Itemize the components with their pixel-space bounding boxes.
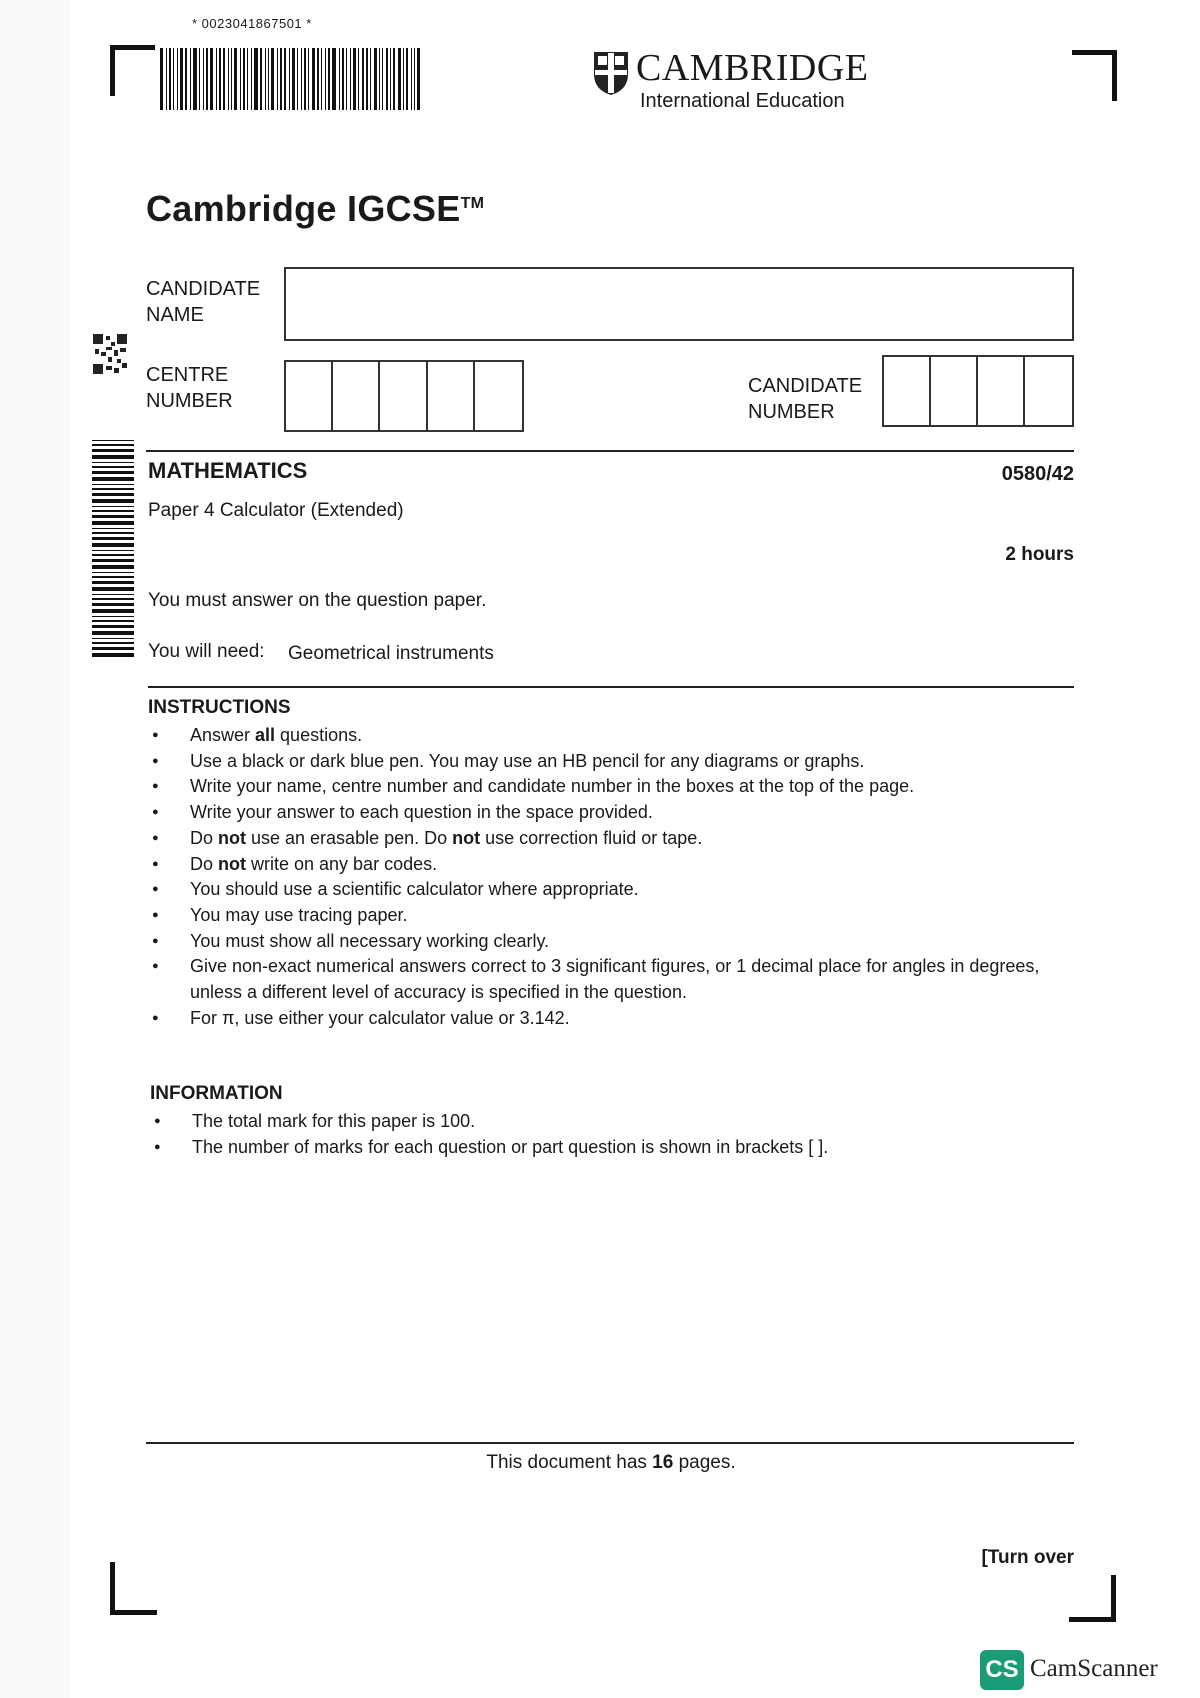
centre-number-boxes[interactable] (284, 360, 524, 432)
digit-box[interactable] (380, 362, 427, 430)
qr-code-icon (92, 333, 128, 375)
barcode-bar (190, 48, 191, 110)
barcode-bar (346, 48, 347, 110)
side-barcode-bar (92, 477, 134, 481)
instruction-item (148, 774, 1048, 800)
side-barcode (92, 440, 134, 666)
barcode-bar (166, 48, 167, 110)
barcode-bar (386, 48, 388, 110)
barcode-bar (203, 48, 204, 110)
barcode-bar (240, 48, 241, 110)
barcode-bar (265, 48, 266, 110)
candidate-name-label-line2: NAME (146, 304, 204, 326)
barcode-bar (370, 48, 371, 110)
instruction-emphasis: not (452, 827, 481, 848)
barcode-bar (289, 48, 290, 110)
barcode-bar (216, 48, 217, 110)
answer-note: You must answer on the question paper. (148, 590, 487, 611)
barcode-bar (379, 48, 380, 110)
barcode-bar (382, 48, 383, 110)
candidate-number-label-line2: NUMBER (748, 401, 835, 423)
you-will-need-value: Geometrical instruments (288, 643, 494, 664)
digit-box[interactable] (978, 357, 1025, 425)
information-list (150, 1109, 1050, 1160)
barcode-bar (304, 48, 306, 110)
instruction-item (148, 749, 1048, 775)
registration-mark-top-right (1072, 50, 1117, 101)
duration: 2 hours (1005, 544, 1074, 565)
instruction-text: use an erasable pen. Do (246, 827, 453, 848)
instruction-text: Give non-exact numerical answers correct to 3 significant figures, or 1 decimal place for angles in degrees, unless a different level of accuracy is specified in the question. (190, 956, 1040, 1003)
side-barcode-bar (92, 638, 134, 639)
barcode-bar (308, 48, 309, 110)
barcode-bar (339, 48, 340, 110)
barcode-bar (350, 48, 351, 110)
side-barcode-bar (92, 532, 134, 534)
candidate-number-label-line1: CANDIDATE (748, 375, 863, 397)
barcode-bar (180, 48, 183, 110)
barcode-bar (374, 48, 377, 110)
side-barcode-bar (92, 587, 134, 591)
side-barcode-bar (92, 625, 134, 628)
barcode-bar (234, 48, 237, 110)
side-barcode-bar (92, 598, 134, 600)
trademark: TM (460, 195, 485, 212)
barcode-bar (325, 48, 326, 110)
registration-mark-bottom-right (1069, 1575, 1116, 1622)
barcode-bar (390, 48, 391, 110)
digit-box[interactable] (333, 362, 380, 430)
side-barcode-bar (92, 594, 134, 595)
instructions-list (148, 723, 1048, 1031)
instruction-text: Do (190, 827, 219, 848)
information-item: ● The number of marks for each question or part question is shown in brackets [ ]. (150, 1135, 1050, 1161)
barcode-bar (254, 48, 258, 110)
page-margin (0, 0, 72, 1698)
barcode-number: * 0023041867501 * (192, 16, 312, 31)
side-barcode-bar (92, 616, 134, 617)
qualification-name: Cambridge IGCSE (146, 188, 461, 229)
digit-box[interactable] (286, 362, 333, 430)
side-barcode-bar (92, 471, 134, 474)
side-barcode-bar (92, 466, 134, 468)
side-barcode-bar (92, 653, 134, 657)
instructions-title: INSTRUCTIONS (148, 697, 291, 718)
instruction-text: Do (190, 853, 219, 874)
instruction-text: You may use tracing paper. (190, 904, 408, 925)
barcode-bar (321, 48, 322, 110)
barcode-bar (251, 48, 252, 110)
side-barcode-bar (92, 572, 134, 573)
side-barcode-bar (92, 462, 134, 463)
side-barcode-bar (92, 449, 134, 452)
instruction-text: Write your name, centre number and candidate number in the boxes at the top of the page. (190, 776, 915, 797)
barcode-bar (173, 48, 174, 110)
instruction-text: For π, use either your calculator value or 3.142. (190, 1007, 570, 1028)
instruction-text: Use a black or dark blue pen. You may use an HB pencil for any diagrams or graphs. (190, 750, 865, 771)
instruction-item (148, 826, 1048, 852)
page-count-note (148, 1452, 1074, 1474)
barcode-bar (411, 48, 412, 110)
barcode-bar (219, 48, 221, 110)
cambridge-crest-icon (592, 50, 630, 96)
instruction-text: use correction fluid or tape. (480, 827, 703, 848)
instruction-item (148, 852, 1048, 878)
divider (146, 1442, 1074, 1444)
barcode-bar (193, 48, 197, 110)
barcode-bar (268, 48, 269, 110)
digit-box[interactable] (475, 362, 522, 430)
registration-mark-top-left (110, 45, 155, 96)
barcode-bar (332, 48, 336, 110)
camscanner-logo-icon: CS (980, 1650, 1024, 1690)
instruction-item (148, 1006, 1048, 1032)
candidate-number-boxes[interactable] (882, 355, 1074, 427)
side-barcode-bar (92, 493, 134, 496)
barcode-bar (317, 48, 319, 110)
barcode-bar (210, 48, 213, 110)
information-item: ● The total mark for this paper is 100. (150, 1109, 1050, 1135)
side-barcode-bar (92, 455, 134, 459)
subject-title: MATHEMATICS (148, 458, 308, 483)
page-count-post: pages. (673, 1452, 736, 1473)
side-barcode-bar (92, 543, 134, 547)
barcode-bar (301, 48, 302, 110)
side-barcode-bar (92, 444, 134, 446)
side-barcode-bar (92, 631, 134, 635)
barcode-bar (366, 48, 368, 110)
barcode-bar (417, 48, 420, 110)
divider (148, 686, 1074, 688)
side-barcode-bar (92, 510, 134, 512)
candidate-name-label-line1: CANDIDATE (146, 278, 261, 300)
instruction-emphasis: not (218, 853, 246, 874)
digit-box[interactable] (884, 357, 931, 425)
turn-over: [Turn over (981, 1547, 1074, 1568)
barcode-bar (398, 48, 401, 110)
side-barcode-bar (92, 506, 134, 507)
barcode-bar (393, 48, 395, 110)
side-barcode-bar (92, 576, 134, 578)
instruction-item (148, 929, 1048, 955)
side-barcode-bar (92, 565, 134, 569)
side-barcode-bar (92, 609, 134, 613)
camscanner-watermark: CamScanner (1030, 1655, 1158, 1682)
instruction-text: Write your answer to each question in the space provided. (190, 802, 653, 823)
side-barcode-bar (92, 537, 134, 540)
qualification-title (146, 188, 484, 230)
registration-mark-bottom-left (110, 1562, 157, 1615)
centre-number-label-line1: CENTRE (146, 364, 229, 386)
brand-subtitle: International Education (640, 90, 845, 112)
side-barcode-bar (92, 620, 134, 622)
barcode-bar (292, 48, 295, 110)
divider (146, 450, 1074, 452)
barcode-bar (228, 48, 229, 110)
barcode-bar (206, 48, 208, 110)
candidate-name-box[interactable] (284, 267, 1074, 341)
barcode-bar (328, 48, 330, 110)
digit-box[interactable] (428, 362, 475, 430)
instruction-text: write on any bar codes. (246, 853, 438, 874)
side-barcode-bar (92, 559, 134, 562)
barcode-bar (169, 48, 171, 110)
side-barcode-bar (92, 484, 134, 485)
page-count-pre: This document has (486, 1452, 653, 1473)
instruction-item (148, 723, 1048, 749)
digit-box[interactable] (1025, 357, 1072, 425)
side-barcode-bar (92, 521, 134, 525)
barcode-bar (247, 48, 248, 110)
barcode-bar (271, 48, 274, 110)
instruction-text: You should use a scientific calculator where appropriate. (190, 879, 639, 900)
barcode-bar (280, 48, 282, 110)
instruction-item (148, 800, 1048, 826)
centre-number-label-line2: NUMBER (146, 390, 233, 412)
barcode-bar (414, 48, 415, 110)
barcode-bar (362, 48, 364, 110)
barcode-bar (277, 48, 278, 110)
instruction-text: questions. (275, 725, 363, 745)
side-barcode-bar (92, 550, 134, 551)
side-barcode-bar (92, 528, 134, 529)
page-count: 16 (652, 1452, 674, 1473)
side-barcode-bar (92, 647, 134, 650)
instruction-emphasis: not (218, 827, 246, 848)
barcode-bar (406, 48, 408, 110)
instruction-text: Answer (190, 725, 256, 745)
instruction-item (148, 903, 1048, 929)
brand-name: CAMBRIDGE (636, 47, 869, 89)
side-barcode-bar (92, 642, 134, 644)
barcode-bar (160, 48, 163, 110)
paper-code: 0580/42 (1001, 463, 1074, 485)
barcode-bar (199, 48, 200, 110)
candidate-name-label (146, 276, 260, 328)
side-barcode-bar (92, 603, 134, 606)
side-barcode-bar (92, 499, 134, 503)
information-title: INFORMATION (150, 1083, 283, 1104)
side-barcode-bar (92, 488, 134, 490)
side-barcode-bar (92, 554, 134, 556)
barcode-bar (231, 48, 232, 110)
side-barcode-bar (92, 440, 134, 441)
barcode-bar (223, 48, 225, 110)
instruction-text: You must show all necessary working clearly. (190, 930, 550, 951)
you-will-need-label: You will need: (148, 641, 265, 662)
instruction-item (148, 877, 1048, 903)
instruction-item (148, 954, 1048, 1005)
barcode-bar (284, 48, 286, 110)
barcode-bar (353, 48, 356, 110)
barcode-bar (243, 48, 245, 110)
barcode-bar (185, 48, 187, 110)
barcode-bar (358, 48, 359, 110)
barcode-bar (297, 48, 298, 110)
barcode-bar (403, 48, 404, 110)
barcode-bar (177, 48, 178, 110)
barcode (160, 48, 510, 110)
barcode-bar (312, 48, 315, 110)
candidate-number-label (748, 373, 862, 425)
paper-title: Paper 4 Calculator (Extended) (148, 500, 404, 521)
digit-box[interactable] (931, 357, 978, 425)
barcode-bar (260, 48, 262, 110)
instruction-emphasis: all (255, 725, 276, 745)
barcode-bar (342, 48, 344, 110)
side-barcode-bar (92, 581, 134, 584)
centre-number-label (146, 362, 233, 414)
side-barcode-bar (92, 515, 134, 518)
